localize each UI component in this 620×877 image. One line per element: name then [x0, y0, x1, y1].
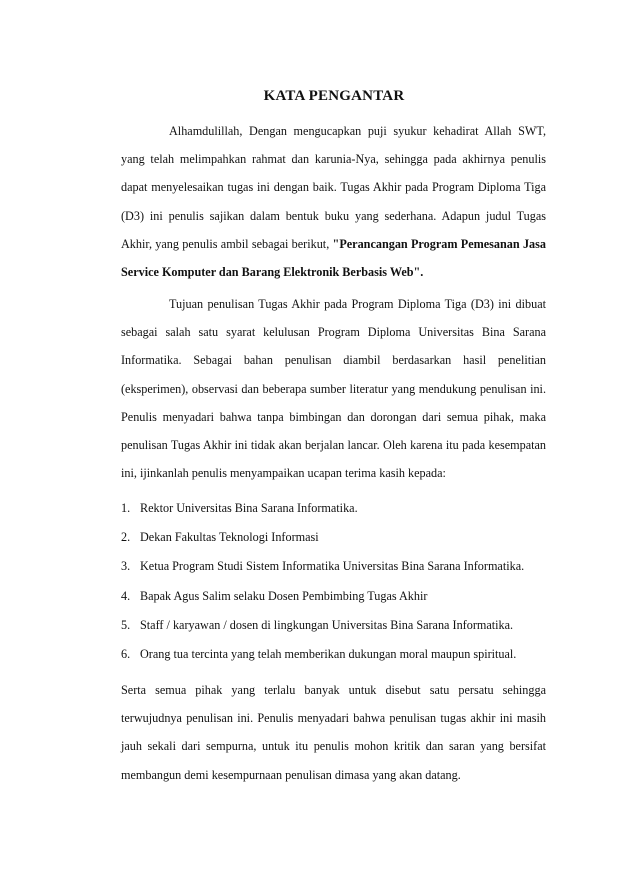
list-item-text: Staff / karyawan / dosen di lingkungan Universitas Bina Sarana Informatika. [140, 617, 514, 632]
list-item-number: 3. [121, 559, 131, 574]
page-title: KATA PENGANTAR [263, 88, 405, 104]
list-item-text: Dekan Fakultas Teknologi Informasi [140, 530, 319, 545]
list-item-number: 1. [121, 501, 131, 515]
paragraph-closing: Serta semua pihak yang terlalu banyak untuk disebut satu persatu sehingga terwujudnya penulisan ini. Penulis menyadari bahwa penulisan tugas akhir ini masih jauh sekali dari sempurna, untuk itu penulis mohon kritik dan saran yang bersifat membangun demi kesempurnaan penulisan dimasa yang akan datang. [121, 683, 546, 782]
list-item [121, 611, 546, 640]
paragraph-purpose [121, 290, 546, 487]
paragraph-purpose-text: Tujuan penulisan Tugas Akhir pada Program Diploma Tiga (D3) ini dibuat sebagai salah satu syarat kelulusan Program Diploma Universitas Bina Sarana Informatika. Sebagai bahan penulisan diambil berdasarkan hasil penelitian (eksperimen), observasi dan beberapa sumber literatur yang mendukung penulisan ini. Penulis menyadari bahwa tanpa bimbingan dan dorongan dari semua pihak, maka penulisan Tugas Akhir ini tidak akan berjalan lancar. Oleh karena itu pada kesempatan ini, ijinkanlah penulis menyampaikan ucapan terima kasih kepada: [121, 297, 546, 481]
list-item-text: Bapak Agus Salim selaku Dosen Pembimbing Tugas Akhir [140, 588, 428, 603]
list-item-number: 6. [121, 647, 131, 662]
list-item-text: Rektor Universitas Bina Sarana Informatika. [140, 501, 358, 515]
list-item-text: Ketua Program Studi Sistem Informatika Universitas Bina Sarana Informatika. [140, 559, 525, 574]
list-item-number: 5. [121, 617, 131, 632]
list-item-number: 4. [121, 588, 131, 603]
list-item [121, 494, 546, 523]
list-item [121, 523, 546, 552]
paragraph-intro [121, 117, 546, 286]
thesis-title: "Perancangan Program Pemesanan Jasa Service Komputer dan Barang Elektronik Berbasis Web" [121, 236, 546, 280]
thesis-title-period: . [420, 265, 424, 280]
list-item [121, 552, 546, 581]
list-item [121, 582, 546, 611]
list-item-number: 2. [121, 530, 131, 545]
list-item-text: Orang tua tercinta yang telah memberikan dukungan moral maupun spiritual. [140, 647, 517, 662]
paragraph-intro-text: Alhamdulillah, Dengan mengucapkan puji syukur kehadirat Allah SWT, yang telah melimpahkan rahmat dan karunia-Nya, sehingga pada akhirnya penulis dapat menyelesaikan tugas ini dengan baik. Tugas Akhir pada Program Diploma Tiga (D3) ini penulis sajikan dalam bentuk buku yang sederhana. Adapun judul Tugas Akhir, yang penulis ambil sebagai berikut, [121, 124, 546, 251]
list-item [121, 640, 546, 669]
acknowledgement-list [121, 494, 546, 669]
